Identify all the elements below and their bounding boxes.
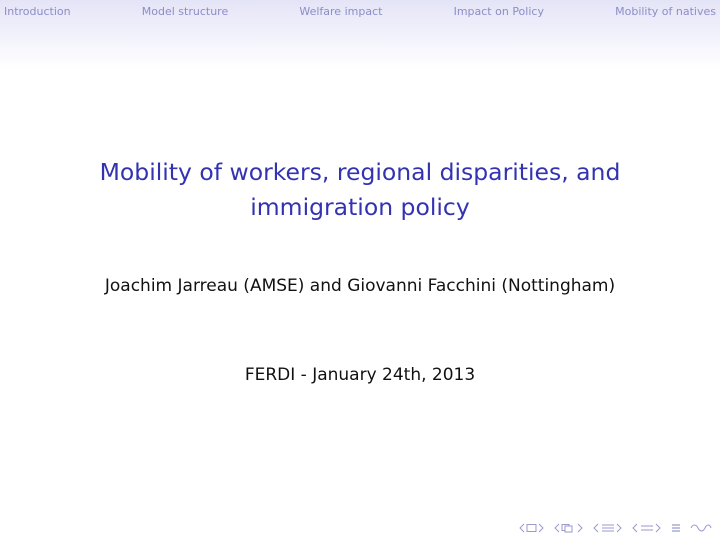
authors: Joachim Jarreau (AMSE) and Giovanni Facchini (Nottingham)	[104, 276, 616, 296]
nav-frame-prev-icon[interactable]	[519, 523, 545, 533]
nav-item-welfare-impact[interactable]: Welfare impact	[299, 4, 383, 18]
event-date: FERDI - January 24th, 2013	[244, 365, 476, 385]
slide-title	[0, 155, 720, 225]
nav-search-icon[interactable]	[690, 523, 712, 533]
nav-item-introduction[interactable]: Introduction	[4, 4, 71, 18]
nav-slide-icon[interactable]	[632, 523, 662, 533]
nav-align-icon[interactable]	[671, 523, 681, 533]
nav-section-icon[interactable]	[593, 523, 623, 533]
nav-item-model-structure[interactable]: Model structure	[141, 4, 229, 18]
beamer-navigation-symbols	[519, 523, 712, 533]
nav-item-impact-on-policy[interactable]: Impact on Policy	[453, 4, 544, 18]
title-line-2: immigration policy	[250, 193, 470, 221]
title-line-1: Mobility of workers, regional disparities, and	[99, 158, 621, 186]
section-navigation	[0, 0, 720, 22]
nav-subsection-icon[interactable]	[554, 523, 584, 533]
nav-item-mobility-of-natives[interactable]: Mobility of natives	[615, 4, 716, 18]
